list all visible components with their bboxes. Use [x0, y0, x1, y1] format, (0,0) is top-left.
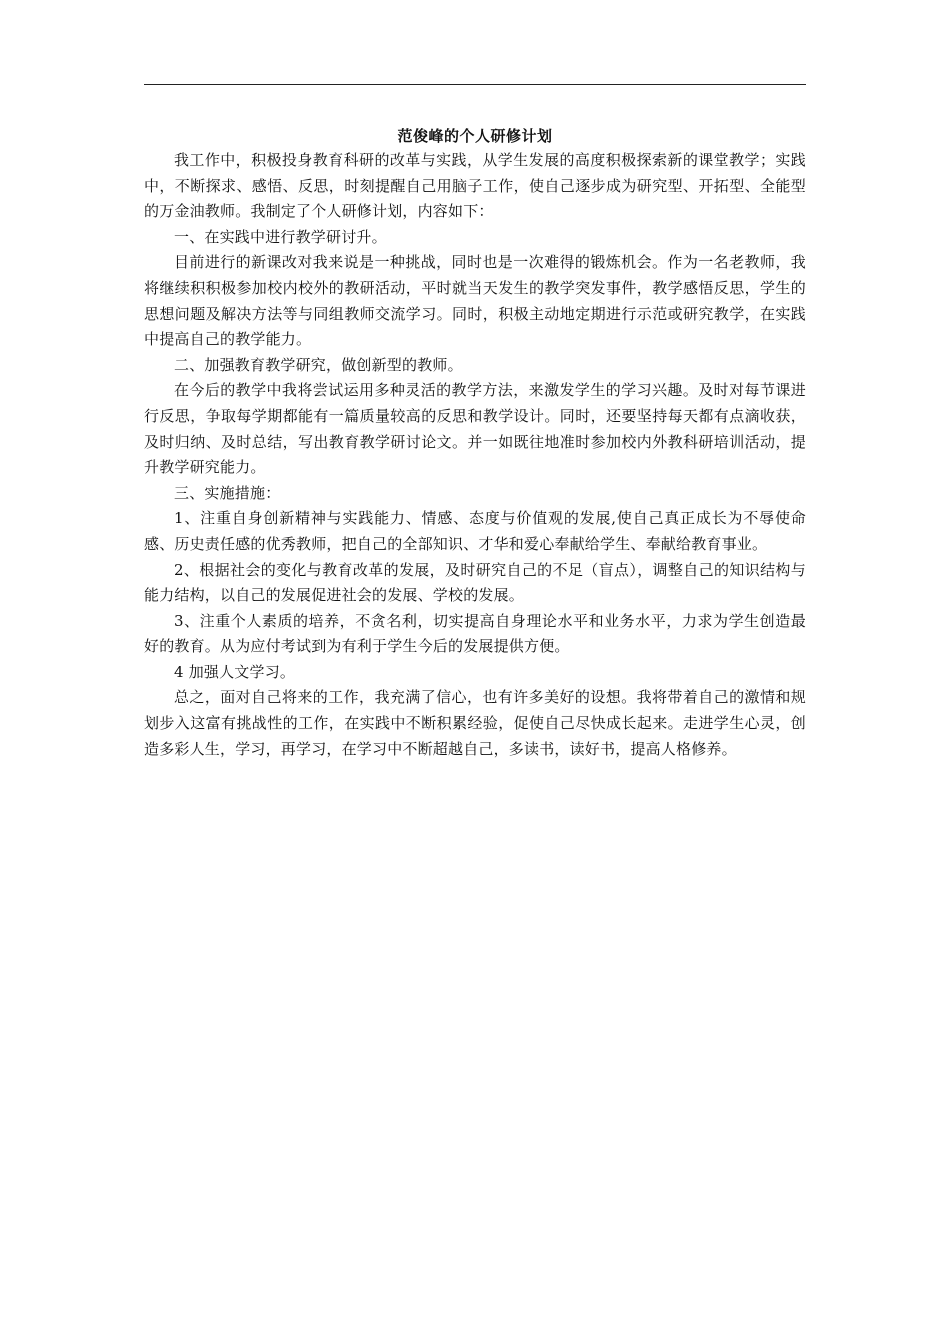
- section-1-paragraph: 目前进行的新课改对我来说是一种挑战，同时也是一次难得的锻炼机会。作为一名老教师，我将继续积积极参加校内校外的教研活动，平时就当天发生的教学突发事件，教学感悟反思，学生的思想问题及解决方法等与同组教师交流学习。同时，积极主动地定期进行示范或研究教学，在实践中提高自己的教学能力。: [144, 253, 806, 349]
- document-body: [144, 124, 806, 762]
- section-2-paragraph: 在今后的教学中我将尝试运用多种灵活的教学方法，来激发学生的学习兴趣。及时对每节课进行反思，争取每学期都能有一篇质量较高的反思和教学设计。同时，还要坚持每天都有点滴收获，及时归纳、及时总结，写出教育教学研讨论文。并一如既往地准时参加校内外教科研培训活动，提升教学研究能力。: [144, 381, 806, 477]
- section-heading-1: 一、在实践中进行教学研讨升。: [174, 227, 387, 246]
- header-rule: [144, 84, 806, 85]
- measure-item-3: 3、注重个人素质的培养，不贪名利，切实提高自身理论水平和业务水平，力求为学生创造最好的教育。从为应付考试到为有利于学生今后的发展提供方便。: [144, 611, 806, 656]
- measure-item-4: 4 加强人文学习。: [174, 662, 296, 681]
- section-heading-3: 三、实施措施：: [174, 483, 281, 502]
- intro-paragraph: 我工作中，积极投身教育科研的改革与实践，从学生发展的高度积极探索新的课堂教学；实践中，不断探求、感悟、反思，时刻提醒自己用脑子工作，使自己逐步成为研究型、开拓型、全能型的万金油教师。我制定了个人研修计划，内容如下：: [144, 151, 806, 221]
- conclusion-paragraph: 总之，面对自己将来的工作，我充满了信心，也有许多美好的设想。我将带着自己的激情和规划步入这富有挑战性的工作，在实践中不断积累经验，促使自己尽快成长起来。走进学生心灵，创造多彩人生，学习，再学习，在学习中不断超越自己，多读书，读好书，提高人格修养。: [144, 688, 806, 758]
- measure-item-2: 2、根据社会的变化与教育改革的发展，及时研究自己的不足（盲点），调整自己的知识结构与能力结构，以自己的发展促进社会的发展、学校的发展。: [144, 560, 806, 605]
- measure-item-1: 1、注重自身创新精神与实践能力、情感、态度与价值观的发展,使自己真正成长为不辱使命感、历史责任感的优秀教师，把自己的全部知识、才华和爱心奉献给学生、奉献给教育事业。: [144, 509, 806, 553]
- section-heading-2: 二、加强教育教学研究，做创新型的教师。: [174, 355, 463, 374]
- document-title: 范俊峰的个人研修计划: [397, 127, 553, 145]
